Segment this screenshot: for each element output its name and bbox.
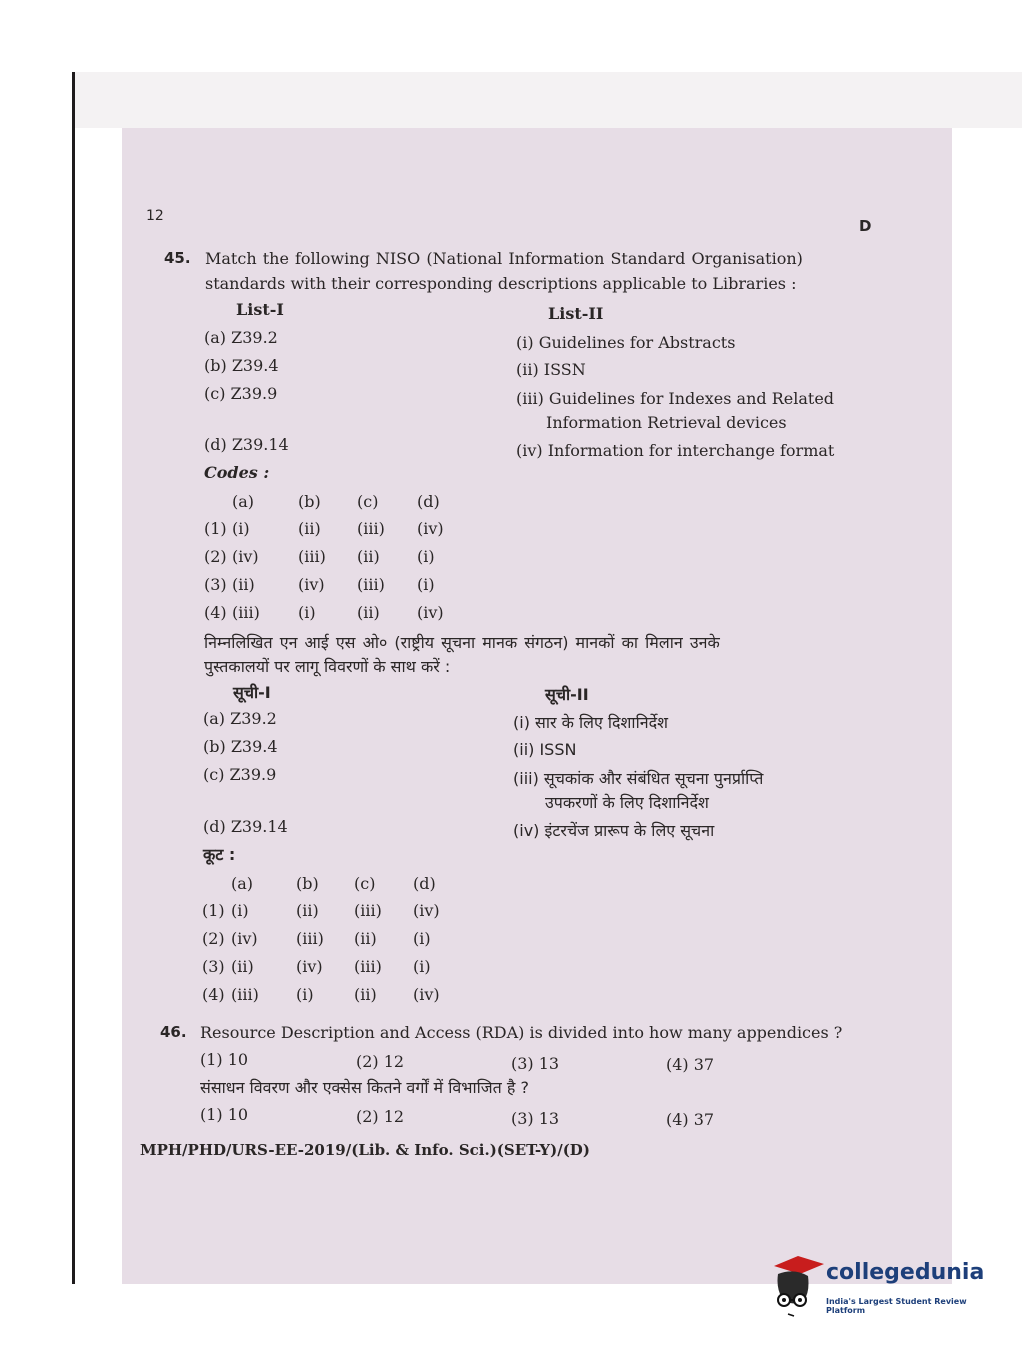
codes-cell: (ii) — [357, 603, 380, 622]
q46-option: (2) 12 — [356, 1107, 405, 1126]
q45-hi-list2-item: (ii) ISSN — [513, 740, 577, 759]
footer-code: MPH/PHD/URS-EE-2019/(Lib. & Info. Sci.)(SET-Y)/(D) — [140, 1141, 590, 1159]
q45-en-list1-title: List-I — [236, 300, 284, 319]
codes-row — [204, 547, 464, 567]
codes-cell: (i) — [296, 985, 314, 1004]
codes-cell: (i) — [417, 575, 435, 594]
codes-row — [202, 957, 462, 977]
q46-option: (4) 37 — [666, 1110, 715, 1129]
q45-hi-list2-item: (iv) इंटरचेंज प्रारूप के लिए सूचना — [513, 821, 715, 840]
codes-row — [202, 901, 462, 921]
codes-cell: (iii) — [354, 957, 382, 976]
q45-en-list2-item: (iv) Information for interchange format — [516, 441, 835, 460]
q46-option: (1) 10 — [200, 1105, 249, 1124]
q45-en-list1-item: (c) Z39.9 — [204, 384, 278, 403]
logo-wordmark: collegedunia — [826, 1260, 985, 1285]
q46-option: (3) 13 — [511, 1054, 560, 1073]
q45-hi-list2-item: (i) सार के लिए दिशानिर्देश — [513, 713, 668, 732]
q45-en-list1-item: (d) Z39.14 — [204, 435, 289, 454]
codes-cell: (i) — [231, 901, 249, 920]
codes-row — [202, 929, 462, 949]
q45-en-list1-item: (b) Z39.4 — [204, 356, 279, 375]
codes-header-cell: (c) — [354, 874, 376, 893]
codes-header-cell: (a) — [232, 492, 255, 511]
question-number-45: 45. — [164, 249, 191, 267]
q45-hi-list2-title: सूची-II — [545, 685, 589, 704]
codes-cell: (ii) — [232, 575, 255, 594]
codes-row — [204, 575, 464, 595]
codes-cell: (iii) — [357, 575, 385, 594]
q45-en-list2-item: (iii) Guidelines for Indexes and Related — [516, 389, 835, 408]
codes-header-cell: (d) — [417, 492, 440, 511]
q45-en-line1: Match the following NISO (National Information Standard Organisation) — [205, 249, 803, 268]
mascot-icon — [768, 1252, 824, 1322]
codes-cell: (ii) — [296, 901, 319, 920]
codes-header-cell: (b) — [298, 492, 321, 511]
q46-option: (1) 10 — [200, 1050, 249, 1069]
codes-option-number: (4) — [202, 985, 225, 1004]
q45-en-list2-item: (i) Guidelines for Abstracts — [516, 333, 736, 352]
codes-header-cell: (d) — [413, 874, 436, 893]
codes-option-number: (1) — [202, 901, 225, 920]
q46-option: (2) 12 — [356, 1052, 405, 1071]
q45-hi-list1-item: (c) Z39.9 — [203, 765, 277, 784]
codes-cell: (iii) — [231, 985, 259, 1004]
q46-en-text: Resource Description and Access (RDA) is divided into how many appendices ? — [200, 1023, 843, 1042]
codes-cell: (iii) — [296, 929, 324, 948]
codes-cell: (iv) — [296, 957, 323, 976]
codes-cell: (i) — [232, 519, 250, 538]
codes-option-number: (2) — [204, 547, 227, 566]
codes-cell: (iii) — [357, 519, 385, 538]
q45-hi-line2: पुस्तकालयों पर लागू विवरणों के साथ करें : — [204, 657, 451, 676]
codes-cell: (iv) — [417, 603, 444, 622]
collegedunia-logo — [768, 1252, 998, 1322]
codes-cell: (i) — [417, 547, 435, 566]
codes-cell: (iv) — [413, 985, 440, 1004]
logo-tagline: India's Largest Student Review Platform — [826, 1297, 967, 1315]
q45-hi-codes-label: कूट : — [203, 845, 236, 864]
scan-border-top — [72, 72, 1022, 128]
q45-hi-line1: निम्नलिखित एन आई एस ओ० (राष्ट्रीय सूचना मानक संगठन) मानकों का मिलान उनके — [204, 633, 720, 652]
codes-cell: (iv) — [232, 547, 259, 566]
codes-header-cell: (b) — [296, 874, 319, 893]
codes-cell: (iii) — [298, 547, 326, 566]
codes-option-number: (3) — [204, 575, 227, 594]
q45-hi-list1-item: (d) Z39.14 — [203, 817, 288, 836]
codes-header-row — [204, 492, 464, 512]
codes-option-number: (1) — [204, 519, 227, 538]
codes-cell: (iv) — [413, 901, 440, 920]
codes-cell: (iii) — [354, 901, 382, 920]
codes-row — [204, 519, 464, 539]
codes-option-number: (2) — [202, 929, 225, 948]
q45-en-list2-item-cont: Information Retrieval devices — [546, 413, 787, 432]
codes-cell: (iii) — [232, 603, 260, 622]
codes-cell: (ii) — [354, 985, 377, 1004]
question-number-46: 46. — [160, 1023, 187, 1041]
codes-cell: (i) — [298, 603, 316, 622]
codes-header-row — [202, 874, 462, 894]
codes-row — [204, 603, 464, 623]
codes-cell: (ii) — [354, 929, 377, 948]
q45-hi-list2-item: (iii) सूचकांक और संबंधित सूचना पुनर्प्राप्ति — [513, 769, 764, 788]
q45-en-list1-item: (a) Z39.2 — [204, 328, 278, 347]
codes-cell: (ii) — [357, 547, 380, 566]
codes-cell: (iv) — [417, 519, 444, 538]
codes-row — [202, 985, 462, 1005]
q46-option: (4) 37 — [666, 1055, 715, 1074]
scan-border-left — [72, 72, 75, 1284]
codes-cell: (iv) — [298, 575, 325, 594]
codes-cell: (ii) — [298, 519, 321, 538]
codes-cell: (iv) — [231, 929, 258, 948]
codes-cell: (i) — [413, 929, 431, 948]
set-letter: D — [859, 217, 872, 235]
codes-cell: (ii) — [231, 957, 254, 976]
q45-en-list2-item: (ii) ISSN — [516, 360, 586, 379]
codes-option-number: (3) — [202, 957, 225, 976]
q45-en-codes-label: Codes : — [204, 463, 270, 482]
page-number: 12 — [146, 208, 164, 224]
codes-option-number: (4) — [204, 603, 227, 622]
q45-hi-list1-item: (a) Z39.2 — [203, 709, 277, 728]
q45-en-list2-title: List-II — [548, 304, 604, 323]
q45-hi-list1-title: सूची-I — [233, 683, 271, 702]
q45-en-line2: standards with their corresponding descriptions applicable to Libraries : — [205, 274, 797, 293]
codes-cell: (i) — [413, 957, 431, 976]
codes-header-cell: (a) — [231, 874, 254, 893]
q46-hi-text: संसाधन विवरण और एक्सेस कितने वर्गों में विभाजित है ? — [200, 1078, 529, 1097]
codes-header-cell: (c) — [357, 492, 379, 511]
q45-hi-list1-item: (b) Z39.4 — [203, 737, 278, 756]
q46-option: (3) 13 — [511, 1109, 560, 1128]
q45-hi-list2-item-cont: उपकरणों के लिए दिशानिर्देश — [545, 793, 709, 812]
